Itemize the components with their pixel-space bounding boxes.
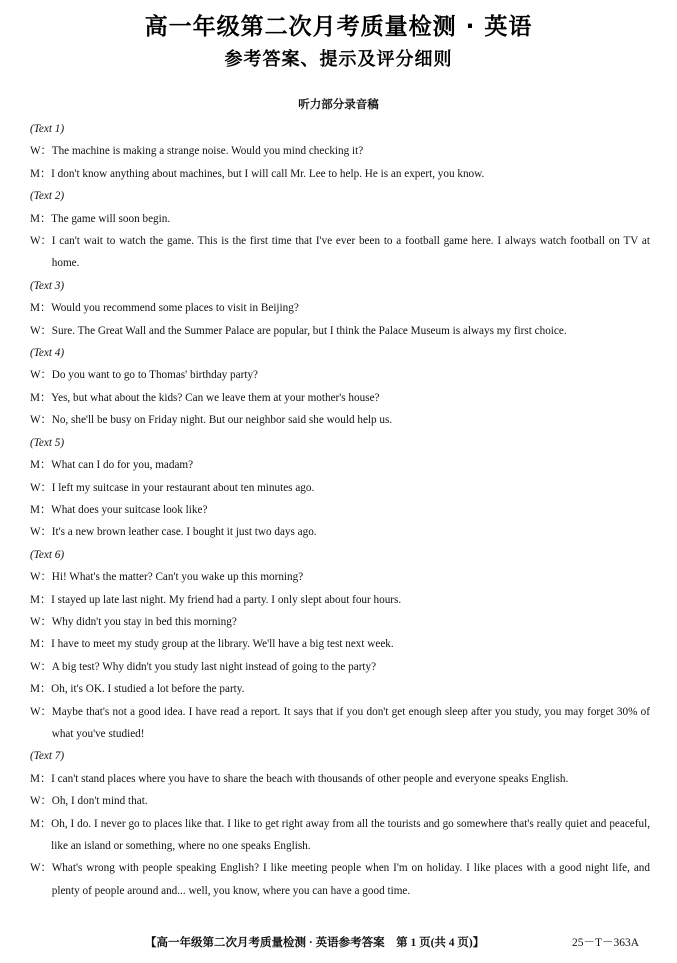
utterance-text: I can't wait to watch the game. This is the first time that I've ever been to a football game here. I always watch football on TV at home. xyxy=(51,235,650,270)
utterance-text: The game will soon begin. xyxy=(51,212,171,225)
speaker-label: W： xyxy=(30,414,52,427)
speaker-label: W： xyxy=(30,145,52,158)
utterance-text: Do you want to go to Thomas' birthday party? xyxy=(51,369,259,382)
text-label xyxy=(30,342,650,364)
utterance-text: It's a new brown leather case. I bought it just two days ago. xyxy=(51,526,317,539)
text-label-text: (Text 5) xyxy=(30,436,65,449)
dialogue-line xyxy=(30,589,650,611)
dialogue-line xyxy=(30,768,650,790)
speaker-label: M： xyxy=(30,817,52,830)
footer-doc-code: 25－T－363A xyxy=(572,937,640,949)
speaker-label: M： xyxy=(30,302,52,315)
text-label xyxy=(30,745,650,767)
utterance-text: Sure. The Great Wall and the Summer Palace are popular, but I think the Palace Museum is always my first choice. xyxy=(51,324,567,337)
utterance-text: I can't stand places where you have to share the beach with thousands of other people and everyone speaks English. xyxy=(51,772,569,785)
text-label xyxy=(30,185,650,207)
document-subtitle: 参考答案、提示及评分细则 xyxy=(224,49,453,70)
text-label-text: (Text 1) xyxy=(30,123,65,135)
utterance-text: Maybe that's not a good idea. I have read a report. It says that if you don't get enough sleep after you study, you may forget 30% of what you've studied! xyxy=(51,705,650,740)
dialogue-line xyxy=(30,364,650,386)
dialogue-line xyxy=(30,633,650,655)
utterance-text: What can I do for you, madam? xyxy=(51,459,194,472)
transcript xyxy=(30,118,650,902)
utterance-text: I left my suitcase in your restaurant about ten minutes ago. xyxy=(51,481,315,494)
dialogue-line xyxy=(30,521,650,543)
dialogue-line xyxy=(30,140,650,162)
utterance-text: No, she'll be busy on Friday night. But our neighbor said she would help us. xyxy=(51,414,393,427)
dialogue-line xyxy=(30,208,650,230)
speaker-label: M： xyxy=(30,167,52,180)
speaker-label: W： xyxy=(30,324,52,337)
utterance-text: What's wrong with people speaking English? I like meeting people when I'm on holiday. I like places with a good night life, and plenty of people around and... well, you know, where you can have a good time. xyxy=(51,862,650,897)
speaker-label: W： xyxy=(30,481,52,494)
dialogue-line xyxy=(30,409,650,431)
speaker-label: M： xyxy=(30,503,52,516)
speaker-label: W： xyxy=(30,660,52,673)
utterance-text: What does your suitcase look like? xyxy=(51,503,208,516)
dialogue-line xyxy=(30,611,650,633)
utterance-text: I don't know anything about machines, but I will call Mr. Lee to help. He is an expert, you know. xyxy=(51,167,485,180)
text-label-text: (Text 4) xyxy=(30,347,65,360)
text-label-text: (Text 2) xyxy=(30,190,65,203)
dialogue-line xyxy=(30,163,650,185)
dialogue-line xyxy=(30,566,650,588)
utterance-text: Hi! What's the matter? Can't you wake up this morning? xyxy=(51,571,304,584)
dialogue-line xyxy=(30,454,650,476)
dialogue-line xyxy=(30,320,650,342)
text-label-text: (Text 6) xyxy=(30,548,65,561)
dialogue-line xyxy=(30,790,650,812)
utterance-text: Yes, but what about the kids? Can we leave them at your mother's house? xyxy=(51,391,380,404)
speaker-label: M： xyxy=(30,772,52,785)
speaker-label: W： xyxy=(30,526,52,539)
speaker-label: W： xyxy=(30,571,52,584)
text-label-text: (Text 7) xyxy=(30,750,65,763)
text-label xyxy=(30,275,650,297)
dialogue-line xyxy=(30,297,650,319)
document-title: 高一年级第二次月考质量检测 · 英语 xyxy=(144,14,533,40)
speaker-label: M： xyxy=(30,683,52,696)
speaker-label: W： xyxy=(30,795,52,808)
speaker-label: W： xyxy=(30,862,52,875)
utterance-text: Oh, I don't mind that. xyxy=(51,795,148,808)
speaker-label: W： xyxy=(30,235,52,248)
utterance-text: A big test? Why didn't you study last night instead of going to the party? xyxy=(51,660,377,673)
dialogue-line xyxy=(30,678,650,700)
text-label-text: (Text 3) xyxy=(30,279,65,292)
utterance-text: Would you recommend some places to visit in Beijing? xyxy=(51,302,299,315)
speaker-label: M： xyxy=(30,391,52,404)
utterance-text: Why didn't you stay in bed this morning? xyxy=(51,615,237,628)
dialogue-line xyxy=(30,656,650,678)
speaker-label: W： xyxy=(30,615,52,628)
speaker-label: M： xyxy=(30,212,52,225)
utterance-text: Oh, I do. I never go to places like that. I like to get right away from all the tourists and go somewhere that's really quiet and peaceful, like an island or something, where no one speaks English. xyxy=(51,817,650,852)
utterance-text: Oh, it's OK. I studied a lot before the party. xyxy=(51,683,245,696)
speaker-label: W： xyxy=(30,369,52,382)
section-heading: 听力部分录音稿 xyxy=(298,97,379,111)
speaker-label: M： xyxy=(30,459,52,472)
utterance-text: I have to meet my study group at the library. We'll have a big test next week. xyxy=(51,638,394,651)
text-label xyxy=(30,544,650,566)
text-label xyxy=(30,432,650,454)
dialogue-line xyxy=(30,387,650,409)
footer-page-info: 【高一年级第二次月考质量检测 · 英语参考答案 第 1 页(共 4 页)】 xyxy=(145,937,485,949)
utterance-text: The machine is making a strange noise. Would you mind checking it? xyxy=(51,145,364,158)
utterance-text: I stayed up late last night. My friend had a party. I only slept about four hours. xyxy=(51,593,402,606)
text-label xyxy=(30,118,650,140)
dialogue-line xyxy=(30,230,650,275)
speaker-label: M： xyxy=(30,638,52,651)
dialogue-line xyxy=(30,701,650,746)
dialogue-line xyxy=(30,477,650,499)
speaker-label: W： xyxy=(30,705,52,718)
dialogue-line xyxy=(30,499,650,521)
dialogue-line xyxy=(30,813,650,858)
speaker-label: M： xyxy=(30,593,52,606)
dialogue-line xyxy=(30,857,650,902)
